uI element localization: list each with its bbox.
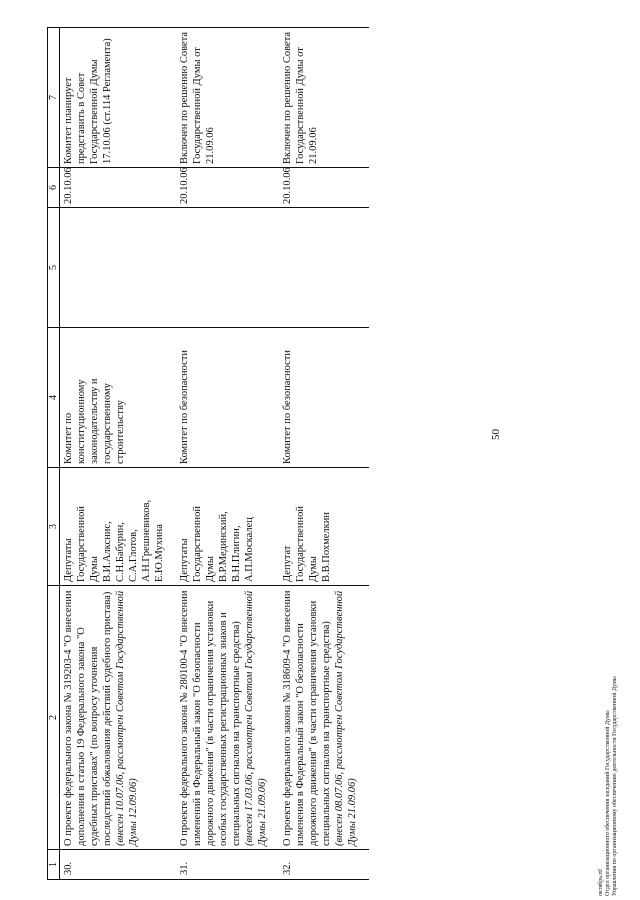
header-cell: 4: [48, 328, 60, 468]
bill-status: (внесен 08.07.06, рассмотрен Советом Государственной Думы 21.09.06): [334, 590, 358, 846]
initiator-line: Депутаты: [179, 538, 190, 582]
note-cell: Комитет планирует представить в Совет Государственной Думы 17.10.06 (ст.114 Регламента): [60, 28, 177, 168]
bill-title: О проекте федерального закона № 280100-4 "О внесении изменений в Федеральный закон "О безопасности дорожного движения" (в части ограничения установки особых государственных регистрационных знаков и специальных сигналов на транспортные средства): [179, 590, 242, 846]
initiator-cell: [60, 468, 177, 586]
header-cell: 3: [48, 468, 60, 586]
agenda-table-rotated: [47, 20, 607, 880]
empty-cell: [279, 208, 369, 328]
bill-title-cell: [60, 586, 177, 850]
initiator-cell: [176, 468, 279, 586]
initiator-line: А.Н.Грешневиков,: [141, 499, 152, 582]
initiator-line: Депутаты: [63, 538, 74, 582]
initiator-line: В.В.Похмелкин: [321, 512, 332, 582]
initiator-line: Государственной: [76, 506, 87, 582]
row-number: 32.: [279, 850, 369, 880]
initiator-line: Депутат: [282, 545, 293, 582]
committee-cell: Комитет по конституционному законодательству и государственному строительству: [60, 328, 177, 468]
page-footer: [598, 676, 619, 896]
note-cell: Включен по решению Совета Государственной Думы от 21.09.06: [176, 28, 279, 168]
initiator-line: С.Н.Бабурин,: [115, 522, 126, 582]
date-cell: 20.10.06: [60, 168, 177, 208]
table-row: [60, 28, 177, 880]
note-cell: Включен по решению Совета Государственной Думы от 21.09.06: [279, 28, 369, 168]
bill-status: (внесен 17.03.06, рассмотрен Советом Государственной Думы 21.09.06): [244, 590, 268, 846]
initiator-line: Думы: [308, 556, 319, 582]
bill-title-cell: [279, 586, 369, 850]
table-row: [176, 28, 279, 880]
header-cell: 6: [48, 168, 60, 208]
initiator-line: Думы: [205, 556, 216, 582]
header-cell: 5: [48, 208, 60, 328]
initiator-line: В.И.Алкснис,: [102, 521, 113, 582]
initiator-line: С.А.Глотов,: [128, 529, 139, 582]
initiator-line: В.Р.Мединский,: [218, 511, 229, 582]
footer-directorate: Управления по организационному обеспечению деятельности Государственной Думы: [612, 676, 618, 896]
bill-status: (внесен 10.07.06, рассмотрен Советом Государственной Думы 12.09.06): [115, 590, 139, 846]
header-cell: 7: [48, 28, 60, 168]
date-cell: 20.10.06: [279, 168, 369, 208]
committee-cell: Комитет по безопасности: [176, 328, 279, 468]
header-cell: 2: [48, 586, 60, 850]
empty-cell: [60, 208, 177, 328]
initiator-line: Государственной: [192, 506, 203, 582]
initiator-line: Е.Ю.Мухина: [154, 524, 165, 582]
committee-cell: Комитет по безопасности: [279, 328, 369, 468]
initiator-line: Думы: [89, 556, 100, 582]
initiator-line: В.Н.Плигин,: [231, 525, 242, 582]
date-cell: 20.10.06: [176, 168, 279, 208]
bill-title-cell: [176, 586, 279, 850]
table-row: [279, 28, 369, 880]
row-number: 31.: [176, 850, 279, 880]
page-number: 50: [490, 429, 502, 440]
agenda-table: [47, 27, 369, 880]
table-header: [48, 28, 60, 880]
row-number: 30.: [60, 850, 177, 880]
bill-title: О проекте федерального закона № 318609-4 "О внесении изменения в Федеральный закон "О безопасности дорожного движения" (в части ограничения установки специальных сигналов на транспортные средства): [282, 590, 332, 846]
footer-file: октябрь.rtf: [598, 868, 604, 896]
initiator-line: А.П.Москалец: [244, 517, 255, 582]
footer-department: Отдел организационного обеспечения заседаний Государственной Думы: [605, 710, 611, 896]
initiator-cell: [279, 468, 369, 586]
header-cell: 1: [48, 850, 60, 880]
empty-cell: [176, 208, 279, 328]
bill-title: О проекте федерального закона № 319203-4 "О внесении дополнения в статью 19 Федерального закона "О судебных приставах" (по вопросу уточнения последствий обжалования действий судебного пристава): [63, 590, 113, 846]
initiator-line: Государственной: [295, 506, 306, 582]
